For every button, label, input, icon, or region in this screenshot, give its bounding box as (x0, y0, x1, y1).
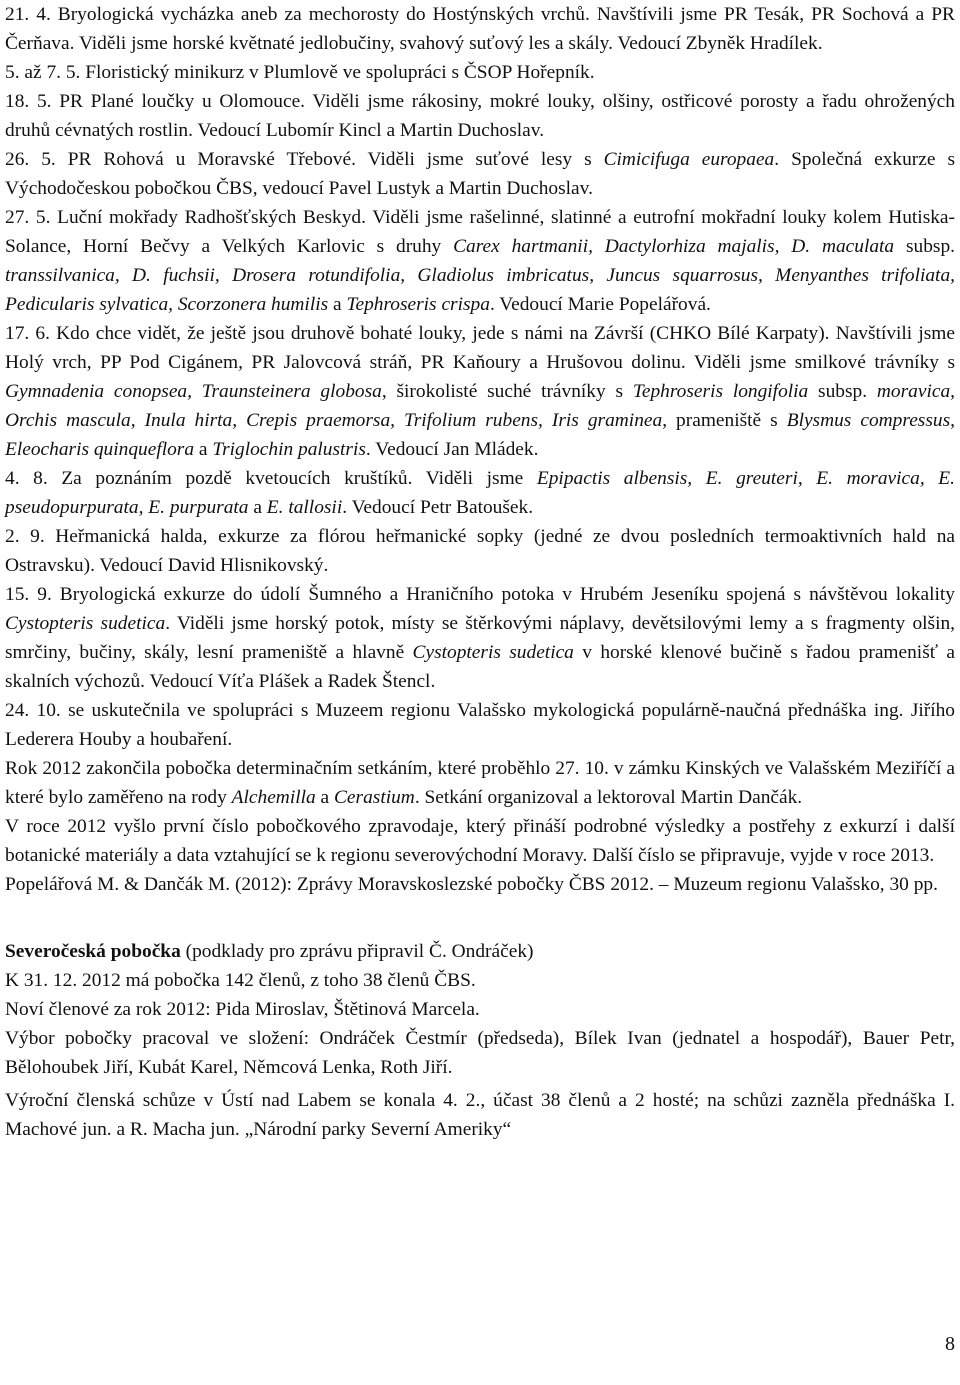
entry-text: , širokolisté suché trávníky s (381, 381, 633, 402)
entry-text: 27. 5. Luční mokřady Radhošťských Beskyd. Viděli jsme rašelinné, slatinné a eutrofní mokřadní louky kolem Hutiska-Solance, Horní Bečvy a Velkých Karlovic s druhy (5, 207, 955, 257)
entry-text: . Setkání organizoval a lektoroval Martin Dančák. (414, 787, 803, 808)
entry-text: 21. 4. Bryologická vycházka aneb za mechorosty do Hostýnských vrchů. Navštívili jsme PR Tesák, PR Sochová a PR Čerňava. Viděli jsme horské květnaté jedlobučiny, svahový suťový les a skály. Vedoucí Zbyněk Hradílek. (5, 4, 955, 54)
entry-text: V roce 2012 vyšlo první číslo pobočkového zpravodaje, který přináší podrobné výsledky a postřehy z exkurzí i další botanické materiály a data vztahující se k regionu severovýchodní Moravy. Další číslo se připravuje, vyjde v roce 2013. (5, 816, 955, 866)
entry-paragraph (5, 319, 955, 464)
committee-composition: Výbor pobočky pracoval ve složení: Ondráček Čestmír (předseda), Bílek Ivan (jednatel a hospodář), Bauer Petr, Bělohoubek Jiří, Kubát Karel, Němcová Lenka, Roth Jiří. (5, 1028, 955, 1078)
entry-text: subsp. (894, 236, 955, 257)
entry-paragraph (5, 696, 955, 754)
entry-text: a (315, 787, 334, 808)
taxon-name: Cimicifuga europaea (603, 149, 775, 170)
entry-text: . Vedoucí Marie Popelářová. (489, 294, 711, 315)
entry-text: subsp. (808, 381, 877, 402)
entry-text: . Vedoucí Petr Batoušek. (342, 497, 534, 518)
entry-text: 18. 5. PR Plané loučky u Olomouce. Viděli jsme rákosiny, mokré louky, olšiny, ostřicové porosty a řadu ohrožených druhů cévnatých rostlin. Vedoucí Lubomír Kincl a Martin Duchoslav. (5, 91, 955, 141)
section-spacer (5, 899, 955, 937)
members-count: K 31. 12. 2012 má pobočka 142 členů, z toho 38 členů ČBS. (5, 970, 476, 991)
entry-text: . Viděli jsme horský potok, místy se štěrkovými náplavy, devětsilovými lemy a s fragmenty olšin, smrčiny, bučiny, skály, lesní prameniště a hlavně (5, 613, 956, 663)
taxon-name: moravica, Orchis mascula, Inula hirta, Crepis praemorsa, Trifolium rubens, Iris graminea (5, 381, 955, 431)
section-heading: Severočeská pobočka (5, 941, 181, 962)
new-members: Noví členové za rok 2012: Pida Miroslav, Štětinová Marcela. (5, 999, 480, 1020)
entry-paragraph (5, 58, 955, 87)
entry-text: a (194, 439, 213, 460)
entry-paragraph (5, 754, 955, 812)
taxon-name: Cystopteris sudetica (412, 642, 574, 663)
entry-text: . Společná exkurze s Východočeskou pobočkou ČBS, vedoucí Pavel Lustyk a Martin Duchoslav. (5, 149, 955, 199)
taxon-name: transsilvanica, D. fuchsii, Drosera rotundifolia, Gladiolus imbricatus, Juncus squarrosus, Menyanthes trifoliata, Pedicularis sylvatica, Scorzonera humilis (5, 265, 955, 315)
excursion-list (5, 0, 955, 899)
taxon-name: E. tallosii (266, 497, 343, 518)
entry-paragraph (5, 522, 955, 580)
section-heading-line (5, 937, 955, 966)
entry-paragraph (5, 87, 955, 145)
section-heading-note: (podklady pro zprávu připravil Č. Ondráček) (180, 941, 534, 962)
taxon-name: Triglochin palustris (212, 439, 366, 460)
entry-paragraph (5, 0, 955, 58)
entry-text: , prameniště s (662, 410, 787, 431)
entry-text: 24. 10. se uskutečnila ve spolupráci s Muzeem regionu Valašsko mykologická populárně-naučná přednáška ing. Jiřího Lederera Houby a houbaření. (5, 700, 955, 750)
taxon-name: Cystopteris sudetica (5, 613, 166, 634)
entry-text: 4. 8. Za poznáním pozdě kvetoucích kruštíků. Viděli jsme (5, 468, 537, 489)
page-number: 8 (945, 1333, 955, 1355)
entry-text: 26. 5. PR Rohová u Moravské Třebové. Viděli jsme suťové lesy s (5, 149, 604, 170)
entry-text: v horské klenové bučině s řadou pramenišť a skalních výchozů. Vedoucí Víťa Plášek a Radek Štencl. (5, 642, 956, 692)
entry-text: a (328, 294, 347, 315)
taxon-name: Blysmus compressus, Eleocharis quinqueflora (5, 410, 955, 460)
entry-text: a (248, 497, 267, 518)
taxon-name: Cerastium (334, 787, 415, 808)
annual-meeting: Výroční členská schůze v Ústí nad Labem se konala 4. 2., účast 38 členů a 2 hosté; na schůzi zazněla přednáška I. Machové jun. a R. Macha jun. „Národní parky Severní Ameriky“ (5, 1090, 955, 1140)
taxon-name: Alchemilla (231, 787, 316, 808)
entry-text: . Vedoucí Jan Mládek. (365, 439, 539, 460)
taxon-name: Gymnadenia conopsea, Traunsteinera globosa (5, 381, 382, 402)
entry-text: Rok 2012 zakončila pobočka determinačním setkáním, které proběhlo 27. 10. v zámku Kinských ve Valašském Meziříčí a které bylo zaměřeno na rody (5, 758, 955, 808)
entry-paragraph (5, 464, 955, 522)
entry-text: 5. až 7. 5. Floristický minikurz v Plumlově ve spolupráci s ČSOP Hořepník. (5, 62, 595, 83)
entry-text: 2. 9. Heřmanická halda, exkurze za flórou heřmanické sopky (jedné ze dvou posledních termoaktivních hald na Ostravsku). Vedoucí David Hlisnikovský. (5, 526, 955, 576)
document-page (5, 0, 955, 1144)
entry-text: Popelářová M. & Dančák M. (2012): Zprávy Moravskoslezské pobočky ČBS 2012. – Muzeum regionu Valašsko, 30 pp. (5, 874, 938, 895)
entry-paragraph (5, 812, 955, 870)
entry-paragraph (5, 870, 955, 899)
entry-paragraph (5, 203, 955, 319)
entry-paragraph (5, 580, 955, 696)
taxon-name: Epipactis albensis, E. greuteri, E. moravica, E. pseudopurpurata, E. purpurata (5, 468, 955, 518)
taxon-name: Tephroseris longifolia (632, 381, 809, 402)
entry-text: 17. 6. Kdo chce vidět, že ještě jsou druhově bohaté louky, jede s námi na Závrší (CHKO Bílé Karpaty). Navštívili jsme Holý vrch, PP Pod Cigánem, PR Jalovcová stráň, PR Kaňoury a Hrušovou dolinu. Viděli jsme smilkové trávníky s (5, 323, 955, 373)
taxon-name: Tephroseris crispa (346, 294, 490, 315)
entry-text: 15. 9. Bryologická exkurze do údolí Šumného a Hraničního potoka v Hrubém Jeseníku spojená s návštěvou lokality (5, 584, 955, 605)
entry-paragraph (5, 145, 955, 203)
taxon-name: Carex hartmanii, Dactylorhiza majalis, D. maculata (453, 236, 895, 257)
